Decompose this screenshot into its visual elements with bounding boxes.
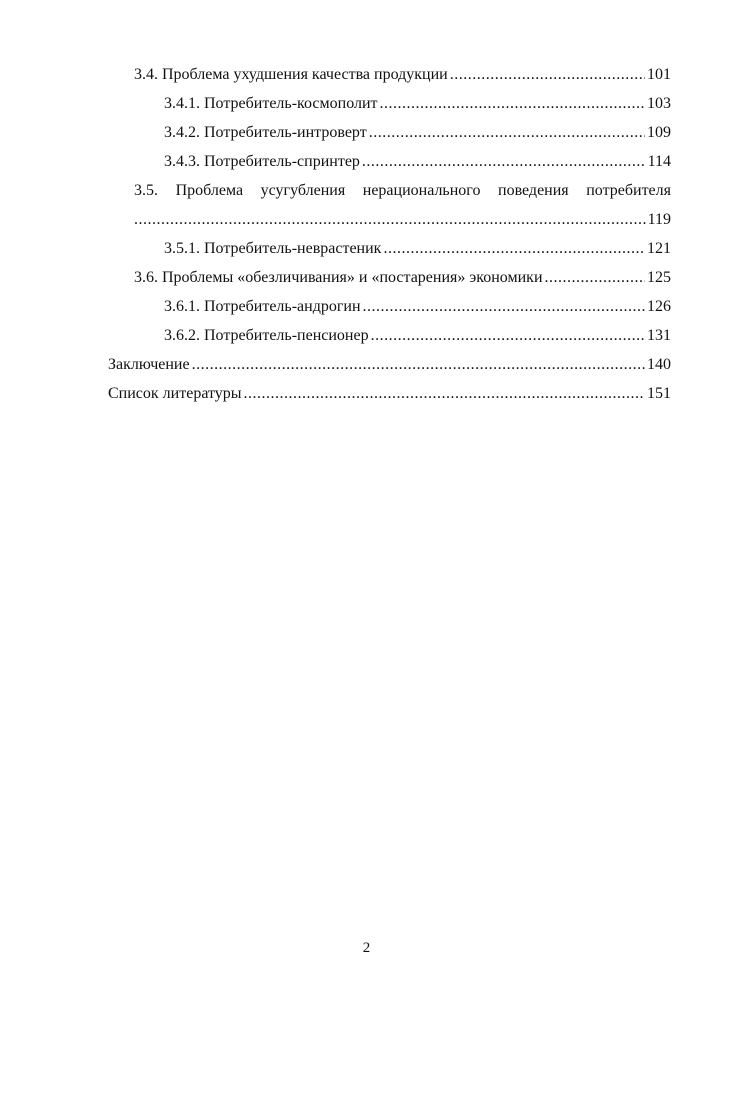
toc-entry-title: 3.6.2. Потребитель-пенсионер xyxy=(164,327,369,344)
dot-leader xyxy=(450,64,645,86)
toc-entry-page: 125 xyxy=(647,269,671,286)
toc-entry-title: 3.4.3. Потребитель-спринтер xyxy=(164,153,360,170)
toc-entry-3-5-1 xyxy=(164,238,671,260)
toc-entry-page: 114 xyxy=(647,153,671,170)
toc-entry-title: 3.4. Проблема ухудшения качества продукции xyxy=(134,66,448,83)
toc-entry-page: 140 xyxy=(647,356,671,373)
page-number: 2 xyxy=(362,940,371,956)
toc-word: Проблема xyxy=(175,182,244,199)
toc-entry-3-4-1 xyxy=(164,93,671,115)
dot-leader xyxy=(545,267,646,289)
toc-word: нерационального xyxy=(362,182,481,199)
toc-entry-page: 151 xyxy=(647,385,671,402)
toc-entry-title: Список литературы xyxy=(108,385,242,402)
toc-entry-3-4 xyxy=(134,64,671,86)
toc-entry-page: 101 xyxy=(647,66,671,83)
toc-word: 3.5. xyxy=(134,182,158,199)
toc-entry-title: 3.4.2. Потребитель-интроверт xyxy=(164,124,367,141)
toc-entry-page: 119 xyxy=(647,211,671,228)
dot-leader xyxy=(383,238,645,260)
toc-entry-conclusion xyxy=(108,354,671,376)
toc-entry-3-6-2 xyxy=(164,325,671,347)
toc-entry-3-4-3 xyxy=(164,151,671,173)
dot-leader xyxy=(244,383,645,405)
toc-entry-3-6-1 xyxy=(164,296,671,318)
toc-entry-title: 3.6. Проблемы «обезличивания» и «постарения» экономики xyxy=(134,269,543,286)
dot-leader xyxy=(192,354,645,376)
toc-entry-page: 109 xyxy=(647,124,671,141)
dot-leader xyxy=(369,122,645,144)
toc-entry-3-5-line2 xyxy=(134,209,671,231)
toc-entry-title: Заключение xyxy=(108,356,190,373)
toc-entry-title: 3.5.1. Потребитель-неврастеник xyxy=(164,240,382,257)
dot-leader xyxy=(380,93,645,115)
toc-entry-3-6 xyxy=(134,267,671,289)
toc-entry-page: 131 xyxy=(647,327,671,344)
toc-entry-title: 3.6.1. Потребитель-андрогин xyxy=(164,298,361,315)
dot-leader xyxy=(363,296,645,318)
dot-leader xyxy=(134,209,646,231)
toc-entry-title: 3.4.1. Потребитель-космополит xyxy=(164,95,378,112)
toc-entry-page: 121 xyxy=(647,240,671,257)
toc-word: усугубления xyxy=(260,182,346,199)
toc-entry-3-4-2 xyxy=(164,122,671,144)
toc-entry-3-5-line1 xyxy=(134,180,671,202)
toc-word: поведения xyxy=(498,182,569,199)
toc-entry-page: 103 xyxy=(647,95,671,112)
toc-word: потребителя xyxy=(586,182,671,199)
toc-entry-page: 126 xyxy=(647,298,671,315)
dot-leader xyxy=(362,151,646,173)
toc-entry-references xyxy=(108,383,671,405)
dot-leader xyxy=(371,325,645,347)
